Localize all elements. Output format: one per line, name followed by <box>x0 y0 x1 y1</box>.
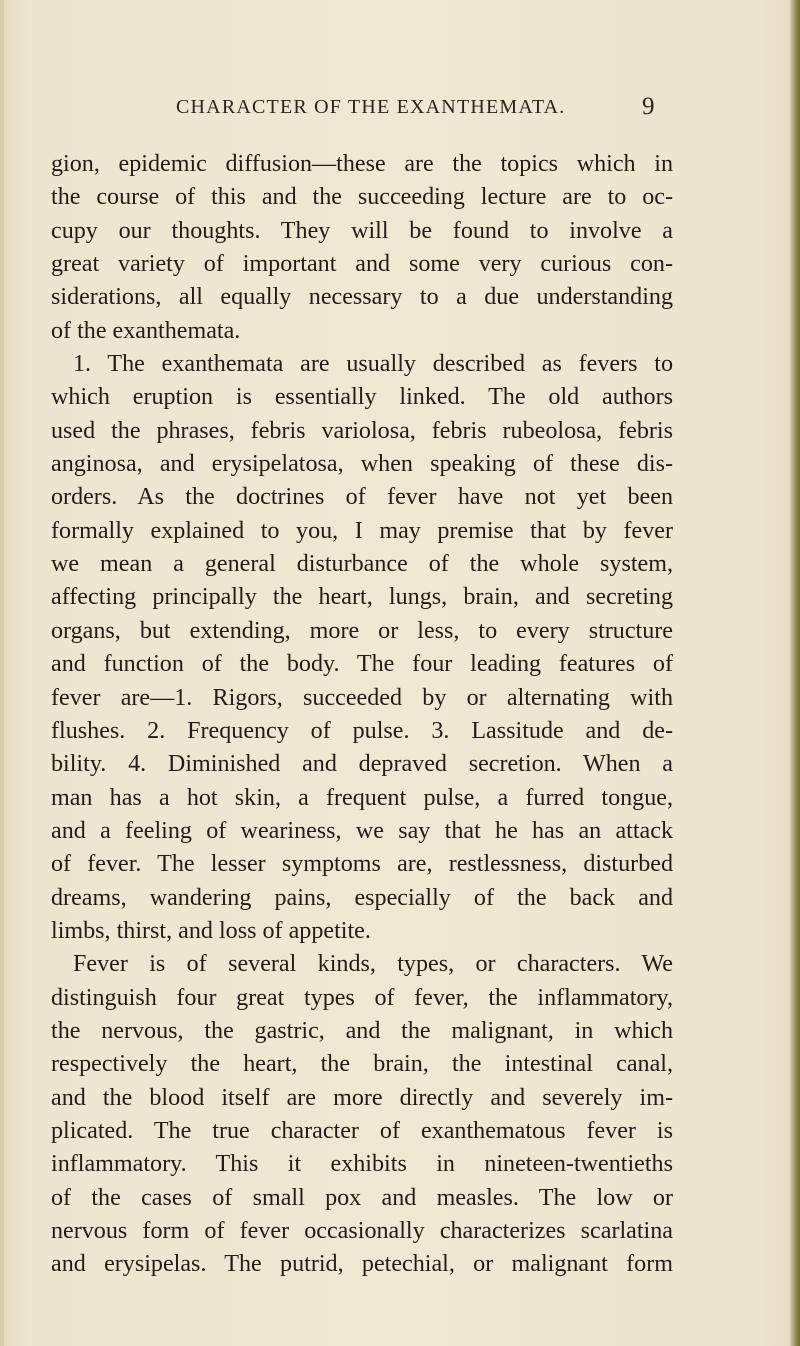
text-line: the nervous, the gastric, and the malignant, in which <box>51 1017 673 1044</box>
text-line: fever are—1. Rigors, succeeded by or alternating with <box>51 684 673 711</box>
text-line: 1. The exanthemata are usually described as fevers to <box>73 351 673 378</box>
text-line: and the blood itself are more directly and severely im- <box>51 1084 673 1111</box>
text-line: cupy our thoughts. They will be found to involve a <box>51 217 673 244</box>
running-title: CHARACTER OF THE EXANTHEMATA. <box>176 96 566 118</box>
text-line: we mean a general disturbance of the whole system, <box>51 551 673 578</box>
text-line: man has a hot skin, a frequent pulse, a furred tongue, <box>51 784 673 811</box>
page-number: 9 <box>642 93 655 120</box>
text-line: respectively the heart, the brain, the intestinal canal, <box>51 1051 673 1078</box>
text-line: siderations, all equally necessary to a due understanding <box>51 284 673 311</box>
text-line: flushes. 2. Frequency of pulse. 3. Lassitude and de- <box>51 717 673 744</box>
text-line: used the phrases, febris variolosa, febris rubeolosa, febris <box>51 417 673 444</box>
text-line: which eruption is essentially linked. The old authors <box>51 384 673 411</box>
body-text <box>51 148 673 1282</box>
text-line: of the cases of small pox and measles. The low or <box>51 1184 673 1211</box>
text-line: plicated. The true character of exanthematous fever is <box>51 1117 673 1144</box>
text-line: gion, epidemic diffusion—these are the topics which in <box>51 151 673 177</box>
text-line: limbs, thirst, and loss of appetite. <box>51 917 371 944</box>
text-line: dreams, wandering pains, especially of the back and <box>51 884 673 911</box>
text-line: and function of the body. The four leading features of <box>51 651 673 678</box>
page-left-edge <box>0 0 4 1346</box>
text-line: anginosa, and erysipelatosa, when speaking of these dis- <box>51 451 673 478</box>
text-line: affecting principally the heart, lungs, brain, and secreting <box>51 584 673 611</box>
text-line: and a feeling of weariness, we say that he has an attack <box>51 817 673 844</box>
text-line: of the exanthemata. <box>51 317 241 344</box>
text-line: organs, but extending, more or less, to every structure <box>51 617 673 644</box>
text-line: bility. 4. Diminished and depraved secretion. When a <box>51 751 673 778</box>
text-line: Fever is of several kinds, types, or characters. We <box>73 951 673 978</box>
text-line: orders. As the doctrines of fever have not yet been <box>51 484 673 511</box>
text-line: the course of this and the succeeding lecture are to oc- <box>51 184 673 211</box>
running-head <box>0 93 800 126</box>
text-line: inflammatory. This it exhibits in nineteen-twentieths <box>51 1151 673 1178</box>
text-line: formally explained to you, I may premise that by fever <box>51 517 673 544</box>
text-line: and erysipelas. The putrid, petechial, or malignant form <box>51 1251 673 1278</box>
text-line: of fever. The lesser symptoms are, restlessness, disturbed <box>51 851 673 878</box>
text-line: distinguish four great types of fever, the inflammatory, <box>51 984 673 1011</box>
text-line: nervous form of fever occasionally characterizes scarlatina <box>51 1218 673 1244</box>
text-line: great variety of important and some very curious con- <box>51 251 673 278</box>
page-right-edge <box>790 0 800 1346</box>
